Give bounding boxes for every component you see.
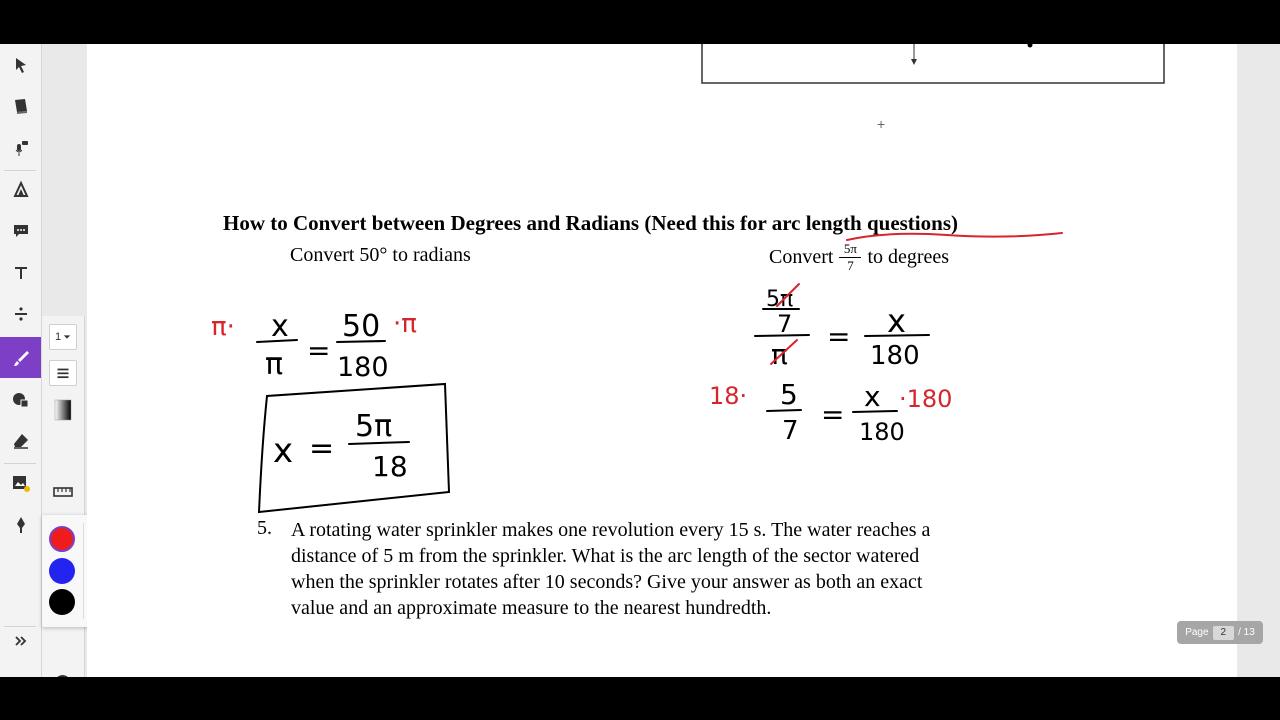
- ink-left-50: 50: [342, 309, 381, 344]
- ink-fraction-bar: [337, 341, 385, 342]
- opacity-button[interactable]: [48, 396, 78, 424]
- ink-left-pi: π: [265, 347, 284, 382]
- right-prompt-suffix: to degrees: [867, 246, 950, 268]
- brush-icon: [11, 348, 31, 368]
- crosshair-cursor: +: [877, 116, 886, 132]
- highlighter-tool[interactable]: [0, 171, 41, 209]
- ink-answer-numerator: 5π: [355, 409, 393, 444]
- highlighter-icon: [11, 180, 31, 200]
- cursor-arrow-icon: [11, 55, 31, 75]
- ink-right-times-180: ·180: [899, 385, 953, 413]
- select-tool[interactable]: [0, 46, 41, 84]
- ink-left-times-pi: ·π: [393, 309, 417, 339]
- page-label: Page: [1185, 627, 1209, 638]
- ink-right-5: 5: [780, 378, 798, 411]
- image-icon: [11, 473, 31, 493]
- heading-red-underline: [847, 233, 1062, 240]
- app-window: [0, 44, 1280, 677]
- divide-icon: [11, 304, 31, 324]
- ruler-icon: [52, 481, 74, 503]
- heading-text: How to Convert between Degrees and Radians (Need this for: [223, 211, 772, 235]
- shapes-icon: [11, 390, 31, 410]
- stroke-size-select[interactable]: [49, 324, 77, 350]
- ink-equals: =: [821, 398, 845, 431]
- ink-left-x: x: [271, 309, 289, 344]
- pen-tool[interactable]: [0, 337, 41, 378]
- ink-equals: =: [307, 334, 331, 367]
- problem-line: distance of 5 m from the sprinkler. What is the arc length of the sector watered: [291, 545, 920, 567]
- swatch-red-primary[interactable]: [49, 526, 75, 552]
- palette-button[interactable]: [48, 670, 78, 677]
- comment-tool[interactable]: [0, 212, 41, 250]
- image-tool[interactable]: [0, 464, 41, 502]
- stroke-size-value: 1: [54, 331, 62, 343]
- fraction-denominator: 7: [847, 258, 854, 273]
- ink-answer-equals: =: [309, 431, 335, 466]
- speech-bubble-icon: [11, 221, 31, 241]
- fountain-pen-icon: [11, 515, 31, 535]
- page-counter: [1177, 621, 1263, 644]
- microphone-icon: [11, 138, 31, 158]
- double-chevron-right-icon: [11, 631, 31, 651]
- ink-right-multiplier: 18·: [709, 382, 748, 410]
- heading-suffix: ): [951, 211, 958, 235]
- palette-divider: [83, 523, 84, 619]
- text-tool[interactable]: [0, 254, 41, 292]
- expand-toolbar-button[interactable]: [0, 622, 41, 660]
- ink-answer-denominator: 18: [372, 450, 408, 483]
- problem-line: A rotating water sprinkler makes one revolution every 15 s. The water reaches a: [291, 519, 931, 541]
- swatch-blue-primary[interactable]: [49, 558, 75, 584]
- eraser-tool[interactable]: [0, 422, 41, 460]
- heading-underlined-text: arc length questions: [771, 211, 951, 235]
- main-toolbar: [0, 44, 42, 677]
- problem-line: value and an approximate measure to the nearest hundredth.: [291, 597, 772, 619]
- ink-equals: =: [827, 320, 851, 353]
- lines-icon: [52, 362, 74, 384]
- fraction-numerator: 5π: [843, 241, 857, 256]
- ink-fraction-bar: [755, 335, 809, 336]
- problem-number: 5.: [257, 517, 272, 539]
- book-icon: [11, 96, 31, 116]
- left-prompt: Convert 50° to radians: [290, 244, 471, 266]
- ink-fraction-bar: [853, 411, 897, 412]
- swatch-black-primary[interactable]: [49, 589, 75, 615]
- problem-line: when the sprinkler rotates after 10 seconds? Give your answer as both an exact: [291, 571, 923, 593]
- page-number-input[interactable]: 2: [1213, 626, 1235, 640]
- notebook-tool[interactable]: [0, 87, 41, 125]
- voice-tool[interactable]: [0, 129, 41, 167]
- document-page[interactable]: [87, 44, 1237, 677]
- ink-right-x: x: [887, 302, 906, 340]
- gradient-icon: [52, 399, 74, 421]
- ink-left-180: 180: [337, 352, 389, 383]
- math-tool[interactable]: [0, 295, 41, 333]
- ink-right-top-num: 5π: [766, 287, 794, 312]
- ink-right-7: 7: [782, 416, 799, 446]
- ink-right-180: 180: [870, 341, 920, 371]
- ink-left-multiplier: π·: [211, 312, 235, 342]
- ink-fraction-bar: [865, 335, 929, 336]
- line-style-button[interactable]: [49, 360, 77, 386]
- ruler-button[interactable]: [48, 478, 78, 506]
- text-icon: [11, 263, 31, 283]
- shape-tool[interactable]: [0, 381, 41, 419]
- palette-icon: [52, 673, 74, 677]
- ink-right-top-pi: π: [771, 338, 788, 371]
- ink-layer: [87, 44, 1237, 677]
- ink-fraction-bar: [767, 410, 801, 411]
- caret-down-icon: [63, 333, 71, 341]
- eraser-icon: [11, 431, 31, 451]
- ink-right-180b: 180: [859, 418, 905, 446]
- ink-fraction-bar: [257, 340, 297, 342]
- stylus-tool[interactable]: [0, 506, 41, 544]
- ink-right-x2: x: [864, 380, 881, 413]
- right-prompt-prefix: Convert: [769, 246, 834, 268]
- ink-answer-x: x: [273, 431, 294, 471]
- page-total: / 13: [1238, 627, 1255, 638]
- ink-right-top-7: 7: [777, 310, 793, 338]
